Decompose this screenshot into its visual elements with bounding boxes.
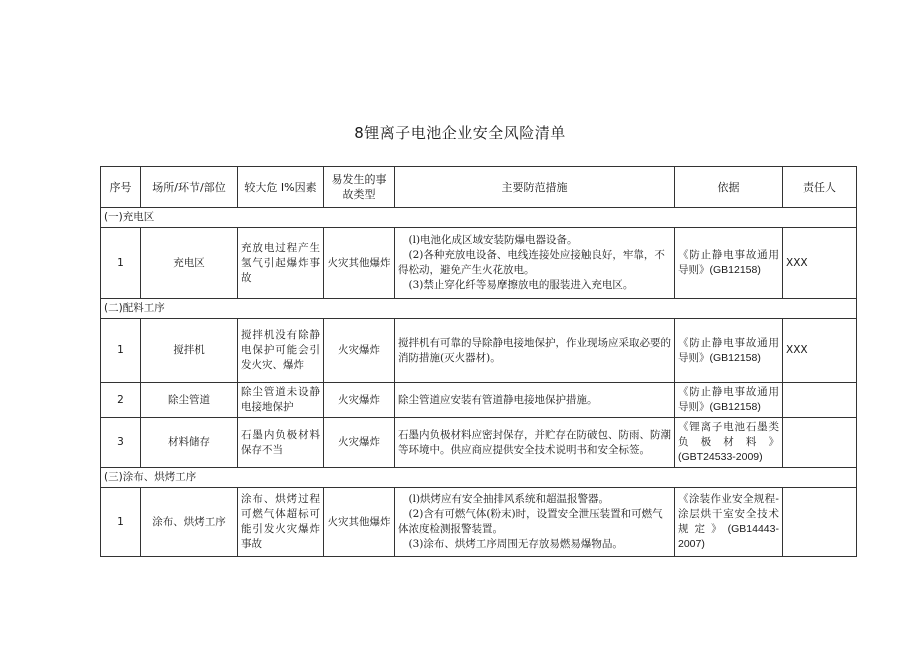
cell-accident: 火灾爆炸 — [324, 383, 395, 418]
basis-text: 《防止静电事故通用导则》 — [678, 386, 779, 413]
cell-factor: 除尘管道未设静电接地保护 — [238, 383, 324, 418]
cell-accident: 火灾爆炸 — [324, 418, 395, 468]
header-person: 责任人 — [783, 167, 857, 208]
cell-no: 1 — [101, 488, 141, 557]
cell-person — [783, 418, 857, 468]
header-place: 场所/环节/部位 — [141, 167, 238, 208]
section-title: (三)涂布、烘烤工序 — [101, 468, 857, 488]
cell-factor: 搅拌机没有除静电保护可能会引发火灾、爆炸 — [238, 319, 324, 383]
header-measures: 主要防范措施 — [395, 167, 675, 208]
cell-place: 涂布、烘烤工序 — [141, 488, 238, 557]
table-row — [101, 488, 857, 557]
cell-person — [783, 383, 857, 418]
cell-measures — [395, 488, 675, 557]
measure-line: (l)烘烤应有安全抽排风系统和超温报警器。 — [408, 493, 610, 505]
cell-measures — [395, 228, 675, 299]
cell-place: 充电区 — [141, 228, 238, 299]
cell-accident: 火灾其他爆炸 — [324, 488, 395, 557]
cell-accident: 火灾爆炸 — [324, 319, 395, 383]
risk-table — [100, 166, 857, 557]
cell-measures — [395, 383, 675, 418]
page-title: 8锂离子电池企业安全风险清单 — [354, 124, 566, 142]
cell-basis — [675, 383, 783, 418]
cell-basis — [675, 488, 783, 557]
cell-person: XXX — [783, 319, 857, 383]
cell-basis — [675, 418, 783, 468]
section-row — [101, 468, 857, 488]
cell-no: 2 — [101, 383, 141, 418]
cell-no: 1 — [101, 319, 141, 383]
measure-line: 石墨内负极材料应密封保存，并贮存在防破包、防雨、防潮等环境中。供应商应提供安全技术说明书和安全标签。 — [398, 428, 671, 456]
basis-code: (GB14443-2007) — [678, 523, 779, 550]
measure-line: (2)各种充放电设备、电线连接处应接触良好，牢靠，不得松动，避免产生火花放电。 — [398, 249, 665, 276]
cell-person — [783, 488, 857, 557]
measure-line: 搅拌机有可靠的导除静电接地保护，作业现场应采取必要的消防措施(灭火器材)。 — [398, 336, 671, 364]
measure-line: 除尘管道应安装有管道静电接地保护措施。 — [398, 393, 598, 406]
cell-place: 除尘管道 — [141, 383, 238, 418]
measure-line: (l)电池化成区域安装防爆电器设备。 — [408, 234, 578, 246]
table-row — [101, 383, 857, 418]
table-row — [101, 228, 857, 299]
table-header-row — [101, 167, 857, 208]
cell-person: XXX — [783, 228, 857, 299]
cell-accident: 火灾其他爆炸 — [324, 228, 395, 299]
header-no: 序号 — [101, 167, 141, 208]
measure-line: (3)禁止穿化纤等易摩擦放电的服装进入充电区。 — [408, 279, 634, 291]
cell-no: 3 — [101, 418, 141, 468]
basis-text: 《涂装作业安全规程-涂层烘干室安全技术规定》 — [678, 493, 779, 535]
basis-text: 《锂离子电池石墨类负极材料》 — [678, 421, 779, 448]
header-basis: 依据 — [675, 167, 783, 208]
basis-code: (GB12158) — [709, 351, 761, 364]
cell-no: 1 — [101, 228, 141, 299]
table-row — [101, 418, 857, 468]
header-factor: 较大危 I%因素 — [238, 167, 324, 208]
basis-text: 《防止静电事故通用导则》 — [678, 249, 779, 276]
table-row — [101, 319, 857, 383]
measure-line: (2)含有可燃气体(粉末)时，设置安全泄压装置和可燃气体浓度检测报警装置。 — [398, 508, 663, 535]
basis-code: (GB12158) — [709, 401, 761, 413]
basis-text: 《防止静电事故通用导则》 — [678, 336, 779, 364]
section-row — [101, 208, 857, 228]
section-title: (二)配料工序 — [101, 299, 857, 319]
cell-place: 材料储存 — [141, 418, 238, 468]
cell-factor: 充放电过程产生氢气引起爆炸事故 — [238, 228, 324, 299]
cell-measures — [395, 319, 675, 383]
measure-line: (3)涂布、烘烤工序周围无存放易燃易爆物品。 — [408, 538, 623, 550]
cell-measures — [395, 418, 675, 468]
basis-code: (GB12158) — [709, 264, 761, 276]
section-row — [101, 299, 857, 319]
cell-place: 搅拌机 — [141, 319, 238, 383]
header-accident: 易发生的事故类型 — [324, 167, 395, 208]
cell-factor: 石墨内负极材料保存不当 — [238, 418, 324, 468]
cell-factor: 涂布、烘烤过程可燃气体超标可能引发火灾爆炸事故 — [238, 488, 324, 557]
section-title: (一)充电区 — [101, 208, 857, 228]
cell-basis — [675, 319, 783, 383]
cell-basis — [675, 228, 783, 299]
basis-code: (GBT24533-2009) — [678, 451, 763, 463]
